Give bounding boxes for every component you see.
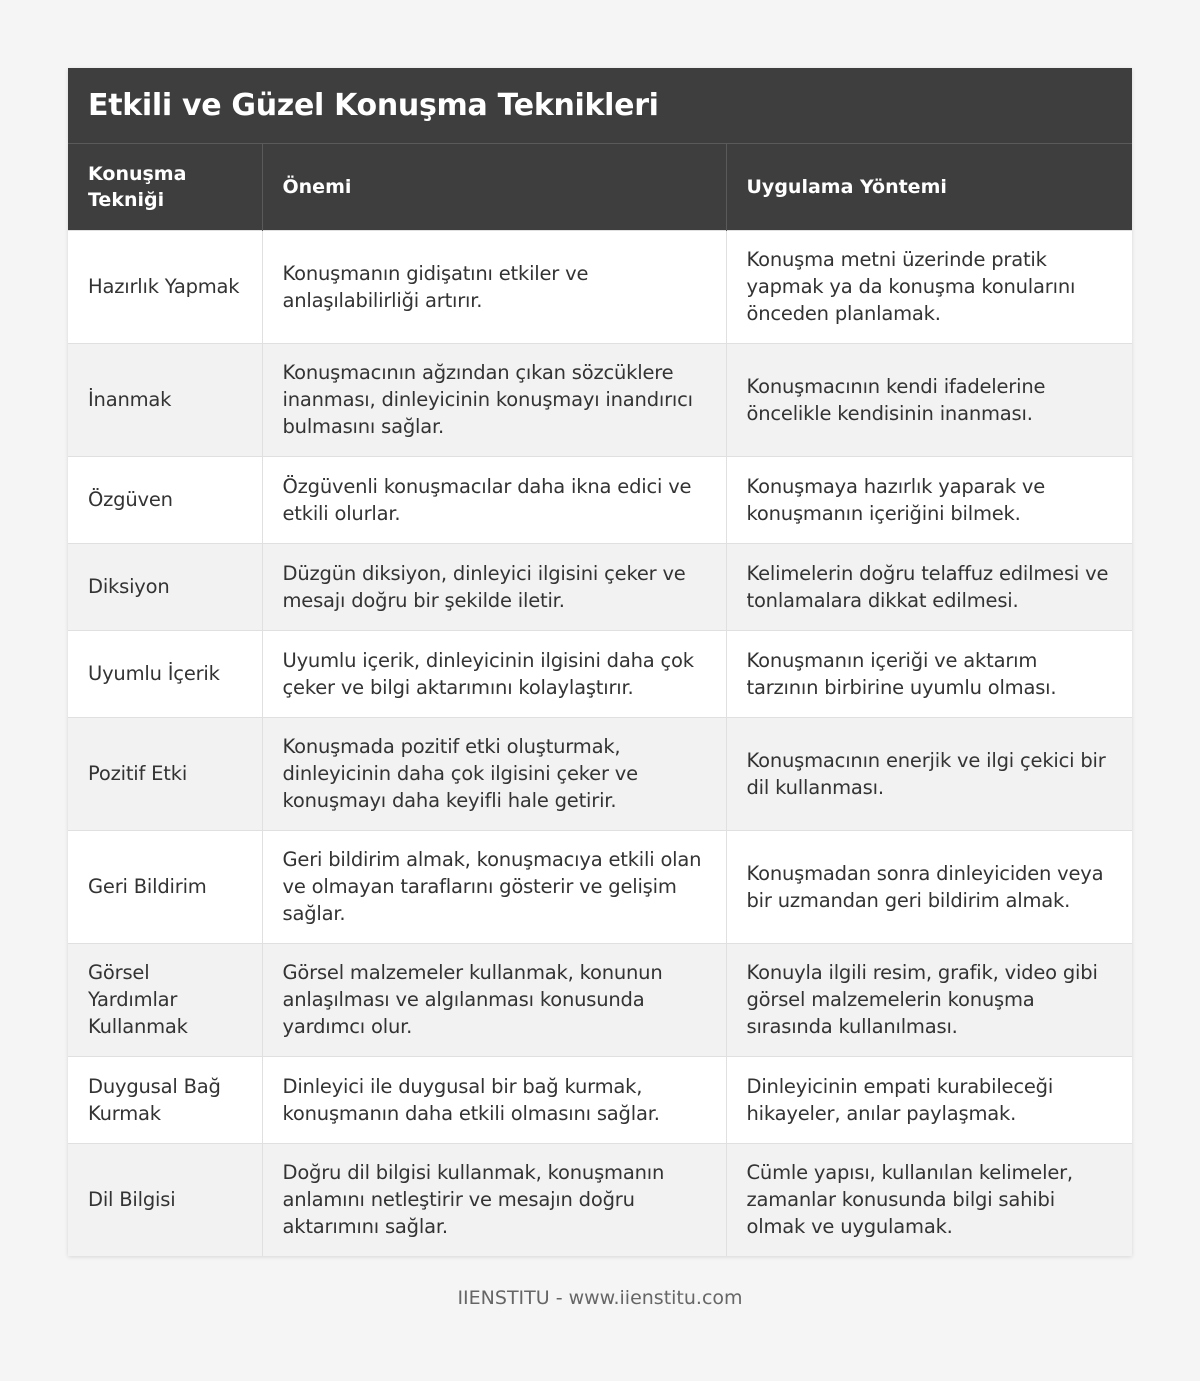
importance-cell: Dinleyici ile duygusal bir bağ kurmak, konuşmanın daha etkili olmasını sağlar. [262, 1056, 726, 1143]
technique-cell: Duygusal Bağ Kurmak [68, 1056, 262, 1143]
table-card [68, 68, 1132, 1256]
method-cell: Konuşma metni üzerinde pratik yapmak ya da konuşma konularını önceden planlamak. [726, 230, 1132, 343]
table-row [68, 343, 1132, 456]
table-row [68, 543, 1132, 630]
method-cell: Dinleyicinin empati kurabileceği hikayeler, anılar paylaşmak. [726, 1056, 1132, 1143]
table-row [68, 717, 1132, 830]
table-row [68, 456, 1132, 543]
method-cell: Konuşmadan sonra dinleyiciden veya bir uzmandan geri bildirim almak. [726, 830, 1132, 943]
table-row [68, 830, 1132, 943]
table-row [68, 1056, 1132, 1143]
technique-cell: Diksiyon [68, 543, 262, 630]
importance-cell: Özgüvenli konuşmacılar daha ikna edici ve etkili olurlar. [262, 456, 726, 543]
method-cell: Cümle yapısı, kullanılan kelimeler, zamanlar konusunda bilgi sahibi olmak ve uygulamak. [726, 1143, 1132, 1256]
importance-cell: Konuşmada pozitif etki oluşturmak, dinleyicinin daha çok ilgisini çeker ve konuşmayı daha keyifli hale getirir. [262, 717, 726, 830]
importance-cell: Doğru dil bilgisi kullanmak, konuşmanın anlamını netleştirir ve mesajın doğru aktarımını sağlar. [262, 1143, 726, 1256]
technique-cell: Dil Bilgisi [68, 1143, 262, 1256]
method-cell: Konuşmacının kendi ifadelerine öncelikle kendisinin inanması. [726, 343, 1132, 456]
importance-cell: Düzgün diksiyon, dinleyici ilgisini çeker ve mesajı doğru bir şekilde iletir. [262, 543, 726, 630]
method-cell: Konuyla ilgili resim, grafik, video gibi görsel malzemelerin konuşma sırasında kullanılması. [726, 943, 1132, 1056]
importance-cell: Uyumlu içerik, dinleyicinin ilgisini daha çok çeker ve bilgi aktarımını kolaylaştırır. [262, 630, 726, 717]
importance-cell: Konuşmacının ağzından çıkan sözcüklere inanması, dinleyicinin konuşmayı inandırıcı bulmasını sağlar. [262, 343, 726, 456]
method-cell: Kelimelerin doğru telaffuz edilmesi ve tonlamalara dikkat edilmesi. [726, 543, 1132, 630]
column-header-method: Uygulama Yöntemi [726, 144, 1132, 230]
importance-cell: Geri bildirim almak, konuşmacıya etkili olan ve olmayan taraflarını gösterir ve gelişim sağlar. [262, 830, 726, 943]
technique-cell: Hazırlık Yapmak [68, 230, 262, 343]
technique-cell: Pozitif Etki [68, 717, 262, 830]
table-row [68, 943, 1132, 1056]
table-row [68, 630, 1132, 717]
column-header-importance: Önemi [262, 144, 726, 230]
technique-cell: Görsel Yardımlar Kullanmak [68, 943, 262, 1056]
techniques-table [68, 144, 1132, 1256]
table-title: Etkili ve Güzel Konuşma Teknikleri [68, 68, 1132, 144]
header-row [68, 144, 1132, 230]
method-cell: Konuşmaya hazırlık yaparak ve konuşmanın içeriğini bilmek. [726, 456, 1132, 543]
table-row [68, 1143, 1132, 1256]
column-header-technique: Konuşma Tekniği [68, 144, 262, 230]
footer-credit: IIENSTITU - www.iienstitu.com [457, 1287, 743, 1309]
technique-cell: Geri Bildirim [68, 830, 262, 943]
importance-cell: Görsel malzemeler kullanmak, konunun anlaşılması ve algılanması konusunda yardımcı olur. [262, 943, 726, 1056]
technique-cell: Özgüven [68, 456, 262, 543]
technique-cell: İnanmak [68, 343, 262, 456]
technique-cell: Uyumlu İçerik [68, 630, 262, 717]
method-cell: Konuşmanın içeriği ve aktarım tarzının birbirine uyumlu olması. [726, 630, 1132, 717]
method-cell: Konuşmacının enerjik ve ilgi çekici bir dil kullanması. [726, 717, 1132, 830]
table-row [68, 230, 1132, 343]
importance-cell: Konuşmanın gidişatını etkiler ve anlaşılabilirliği artırır. [262, 230, 726, 343]
